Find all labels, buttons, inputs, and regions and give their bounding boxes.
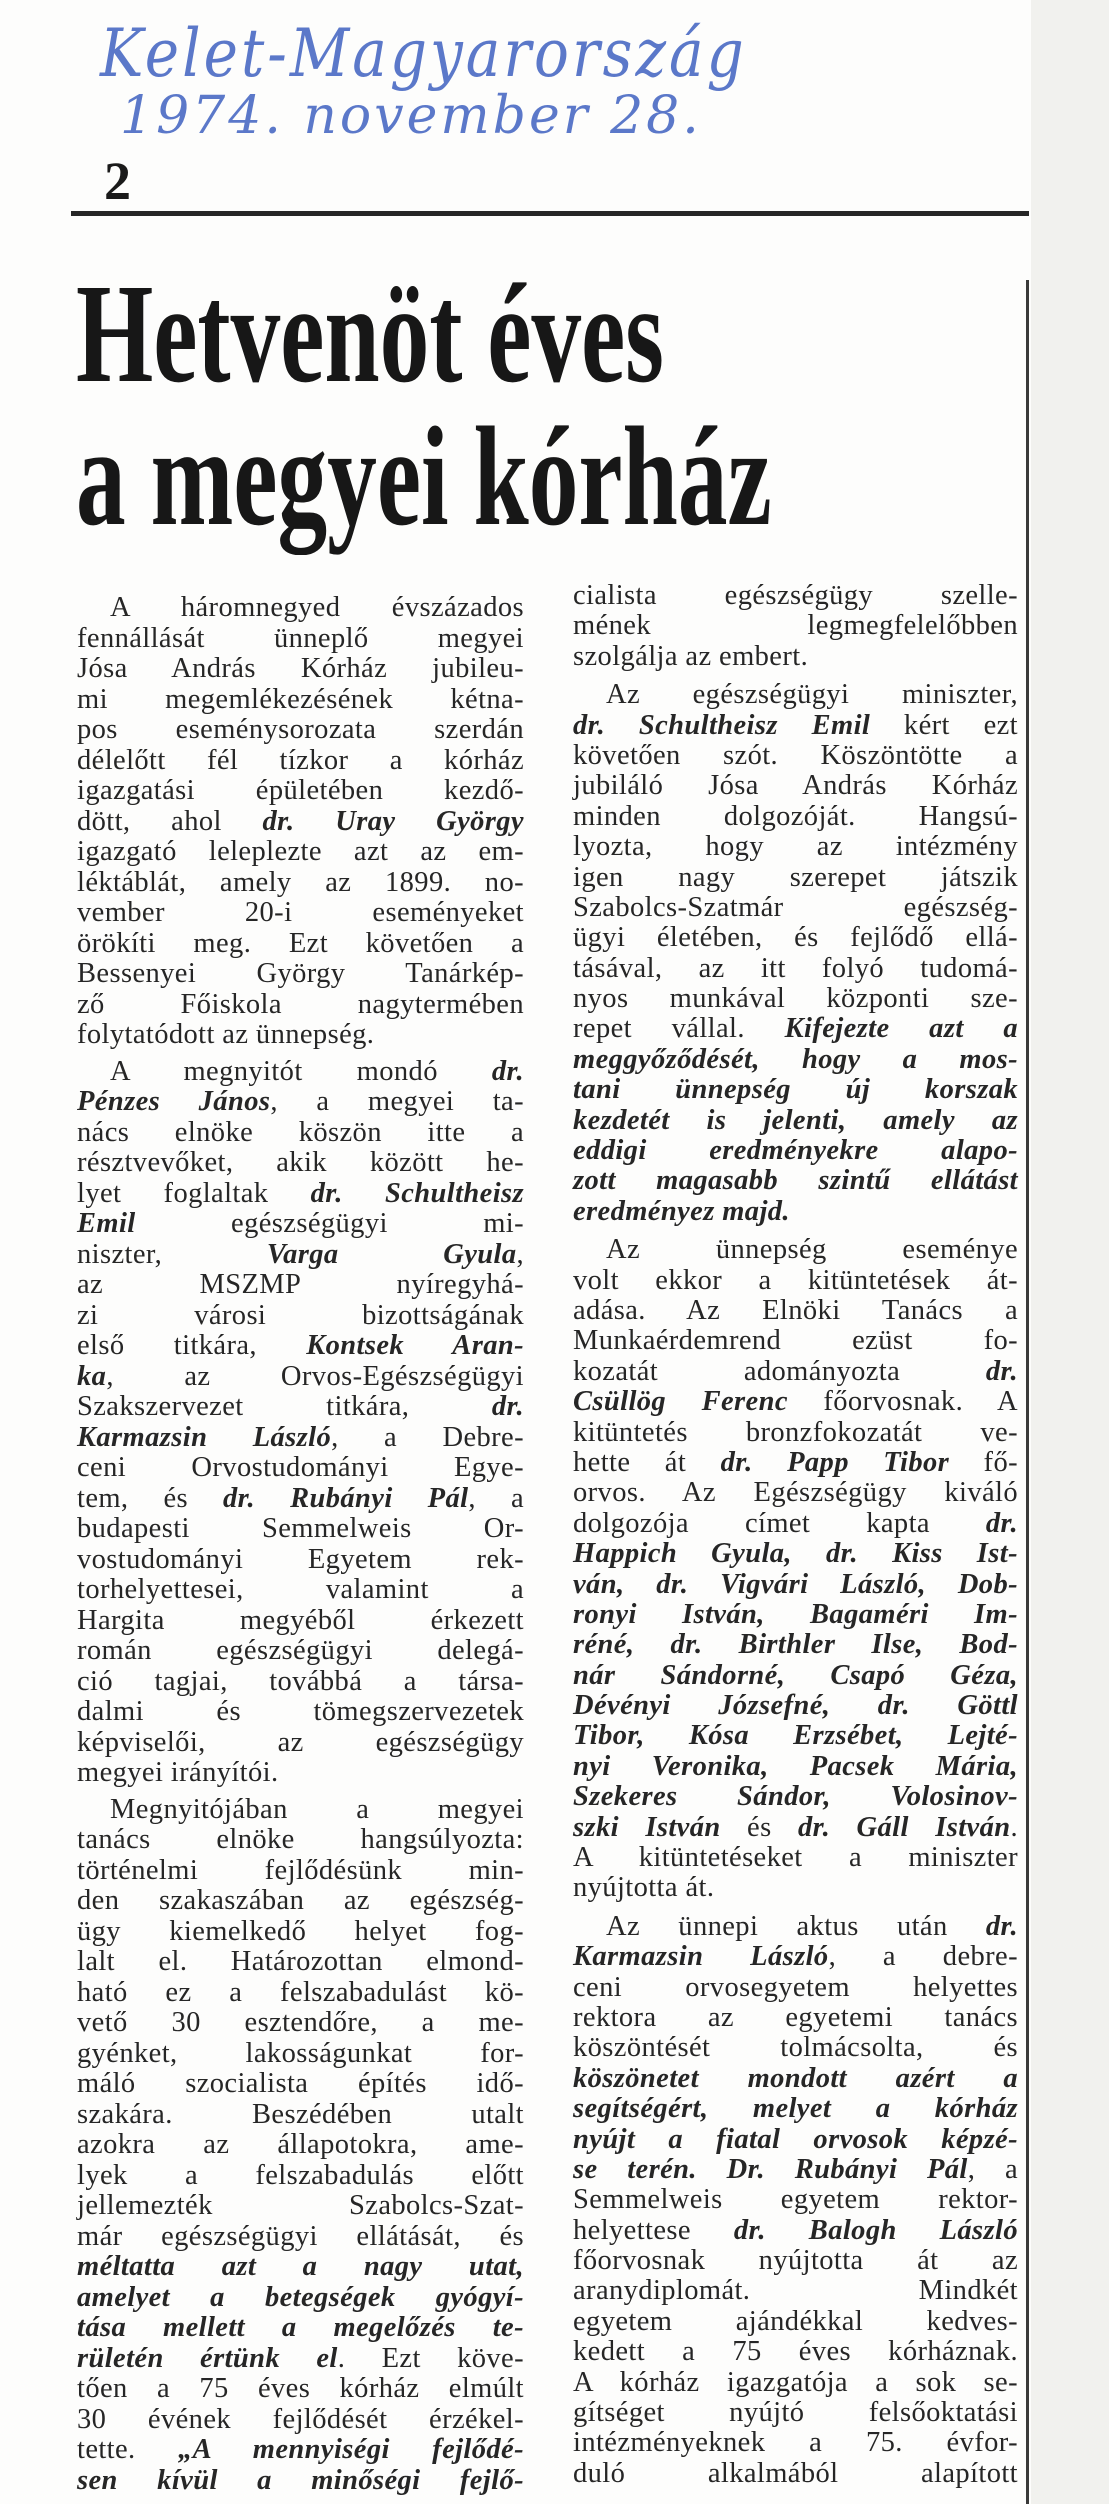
text-line (573, 802, 1018, 832)
text-line (77, 1484, 524, 1515)
text-line (77, 624, 524, 655)
text-run: ceni orvosegyetem helyettes (573, 1971, 1018, 2003)
text-run: lyet foglaltak (77, 1177, 311, 1209)
paragraph (77, 1795, 524, 2497)
text-line (77, 1057, 524, 1088)
text-line (77, 1453, 524, 1484)
text-line (573, 1539, 1018, 1569)
text-line (77, 2374, 524, 2405)
italic-text-run: ván, dr. Vigvári László, Dob- (573, 1568, 1018, 1600)
text-run: Munkaérdemrend ezüst fo- (573, 1325, 1018, 1357)
text-line (77, 1240, 524, 1271)
text-run: Megnyitójában a megyei (110, 1793, 524, 1825)
italic-text-run: dr. Schultheisz (310, 1177, 524, 1209)
text-line (77, 2100, 524, 2131)
text-run: tette. (77, 2434, 178, 2465)
text-run: nyújtotta át. (573, 1872, 715, 1904)
text-line (573, 1235, 1018, 1265)
text-line (573, 1973, 1018, 2003)
text-line (77, 2313, 524, 2344)
italic-text-run: dr. Gáll István (798, 1811, 1011, 1843)
text-line (77, 898, 524, 929)
italic-text-run: Pénzes János (77, 1086, 271, 1117)
italic-text-run: szki István (573, 1811, 721, 1843)
text-line (77, 1825, 524, 1856)
text-run: tem, és (77, 1482, 223, 1514)
text-run: mi megemlékezésének kétna- (77, 683, 524, 715)
text-run: gítséget nyújtó felsőoktatási (573, 2397, 1018, 2429)
text-line (573, 2368, 1018, 2398)
text-line (573, 954, 1018, 984)
text-line (573, 741, 1018, 771)
text-run: léktáblát, amely az 1899. no- (77, 866, 524, 898)
text-line (77, 2283, 524, 2314)
text-line (77, 2130, 524, 2161)
italic-text-run: dr. Balogh László (733, 2214, 1018, 2246)
italic-text-run: amelyet a betegségek gyógyí- (77, 2281, 524, 2313)
italic-text-run: nár Sándorné, Csapó Géza, (573, 1659, 1018, 1691)
text-run: ható ez a felszabadulást kö- (77, 1976, 524, 2008)
italic-text-run: dr. Papp Tibor (720, 1446, 950, 1478)
italic-text-run: eddigi eredményekre alapo- (573, 1135, 1018, 1167)
text-line (77, 2344, 524, 2375)
text-line (77, 654, 524, 685)
headline-line-1: Hetvenöt éves (76, 254, 664, 412)
italic-text-run: dr. (985, 1910, 1018, 1942)
text-run: lalt el. Határozottan elmond- (77, 1946, 524, 1977)
text-run: vető 30 esztendőre, a me- (77, 2007, 524, 2038)
scan-edge (1031, 0, 1109, 2504)
text-run: . (1010, 1811, 1018, 1843)
paragraph (77, 1057, 524, 1789)
text-line (573, 2064, 1018, 2094)
text-line (77, 1392, 524, 1423)
paragraph (77, 593, 524, 1051)
text-run: orvos. Az Egészségügy kiváló (573, 1477, 1018, 1509)
italic-text-run: dr. (985, 1355, 1018, 1387)
text-line (573, 1357, 1018, 1387)
text-run: , az Orvos-Egészségügyi (106, 1360, 524, 1392)
text-line (573, 1266, 1018, 1296)
text-line (77, 1697, 524, 1728)
italic-text-run: segítségért, melyet a kórház (573, 2093, 1018, 2125)
text-run: pos eseménysorozata szerdán (77, 714, 524, 745)
text-line (573, 1843, 1018, 1873)
text-line (573, 893, 1018, 923)
text-run: kért ezt (870, 709, 1018, 741)
paragraph (573, 1912, 1018, 2489)
text-line (77, 1209, 524, 1240)
text-line (77, 1886, 524, 1917)
text-run: képviselői, az egészségügy (77, 1726, 524, 1758)
text-run: helyettese (573, 2214, 734, 2246)
text-run: intézményeknek a 75. évfor- (573, 2427, 1018, 2459)
italic-text-run: Csüllög Ferenc (573, 1386, 788, 1418)
italic-text-run: rületén értünk el (77, 2342, 338, 2374)
text-run: tásával, az itt folyó tudomá- (573, 952, 1018, 984)
text-line (77, 1423, 524, 1454)
text-run: délelőtt fél tízkor a kórház (77, 744, 524, 776)
text-line (77, 685, 524, 716)
text-run: hette át (573, 1446, 721, 1478)
text-run: Semmelweis egyetem rektor- (573, 2184, 1018, 2216)
text-line (77, 1179, 524, 1210)
text-line (77, 2466, 524, 2497)
text-run: budapesti Semmelweis Or- (77, 1513, 524, 1544)
italic-text-run: dr. (985, 1507, 1018, 1539)
text-line (573, 1478, 1018, 1508)
italic-text-run: Karmazsin László (77, 1421, 332, 1453)
text-line (77, 1575, 524, 1606)
text-line (77, 1606, 524, 1637)
text-line (573, 1752, 1018, 1782)
text-run: 30 évének fejlődését érzékel- (77, 2403, 524, 2435)
text-run: A kórház igazgatója a sok se- (573, 2366, 1018, 2398)
italic-text-run: méltatta azt a nagy utat, (77, 2251, 524, 2282)
italic-text-run: Tibor, Kósa Erzsébet, Lejté- (573, 1720, 1018, 1752)
text-line (573, 1691, 1018, 1721)
text-line (573, 1296, 1018, 1326)
text-run: jubiláló Jósa András Kórház (573, 770, 1018, 802)
text-run: már egészségügyi ellátását, és (77, 2220, 524, 2252)
text-run: lyek a felszabadulás előtt (77, 2159, 524, 2191)
text-run: szakára. Beszédében utalt (77, 2098, 524, 2130)
text-run: egészségügyi mi- (135, 1208, 524, 1239)
handwritten-newspaper-name: Kelet-Magyarország (100, 14, 747, 93)
column-border (1026, 280, 1029, 2504)
text-line (77, 2405, 524, 2436)
text-line (573, 680, 1018, 710)
text-line (77, 1856, 524, 1887)
italic-text-run: eredményez majd. (573, 1195, 790, 1227)
text-run: ügyi életében, és fejlődő ellá- (573, 922, 1018, 954)
text-run: vostudományi Egyetem rek- (77, 1543, 524, 1575)
italic-text-run: tása mellett a megelőzés te- (77, 2312, 524, 2343)
italic-text-run: tani ünnepség új korszak (573, 1074, 1018, 1106)
text-run: Az ünnepi aktus után (606, 1910, 986, 1942)
text-line (573, 1721, 1018, 1751)
text-run: főorvosnak nyújtotta át az (573, 2245, 1018, 2277)
text-line (573, 1014, 1018, 1044)
italic-text-run: dr. Rubányi Pál (222, 1482, 469, 1514)
italic-text-run: meggyőződését, hogy a mos- (573, 1043, 1018, 1075)
text-run: , a (468, 1482, 524, 1514)
text-line (77, 990, 524, 1021)
text-run: szolgálja az embert. (573, 640, 809, 672)
text-run: egyetem ajándékkal kedves- (573, 2305, 1018, 2337)
text-line (77, 1270, 524, 1301)
text-run: folytatódott az ünnepség. (77, 1019, 375, 1050)
text-line (77, 2435, 524, 2466)
text-run: Szabolcs-Szatmár egészség- (573, 891, 1018, 923)
text-line (573, 1630, 1018, 1660)
text-line (77, 2039, 524, 2070)
italic-text-run: köszönetet mondott azért a (573, 2062, 1018, 2094)
text-line (77, 1087, 524, 1118)
text-run: tően a 75 éves kórház elmúlt (77, 2373, 524, 2404)
text-run: volt ekkor a kitüntetések át- (573, 1264, 1018, 1296)
text-run: fő- (949, 1446, 1018, 1478)
header-rule (71, 211, 1029, 216)
text-line (77, 1636, 524, 1667)
text-line (77, 1362, 524, 1393)
text-line (77, 2191, 524, 2222)
text-run: adása. Az Elnöki Tanács a (573, 1294, 1018, 1326)
text-run: den szakaszában az egészség- (77, 1885, 524, 1916)
text-line (77, 1118, 524, 1149)
text-run: ügy kiemelkedő helyet fog- (77, 1915, 524, 1947)
text-line (573, 1045, 1018, 1075)
text-run: A háromnegyed évszázados (110, 592, 524, 623)
text-line (77, 1728, 524, 1759)
text-line (77, 1331, 524, 1362)
text-run: kozatát adományozta (573, 1355, 986, 1387)
italic-text-run: Kontsek Aran- (306, 1330, 524, 1361)
italic-text-run: dr. Schultheisz Emil (573, 709, 871, 741)
text-run: lyozta, hogy az intézmény (573, 831, 1018, 863)
text-line (77, 715, 524, 746)
italic-text-run: Happich Gyula, dr. Kiss Ist- (573, 1538, 1018, 1570)
text-run: , a Debre- (331, 1421, 524, 1453)
text-line (573, 1873, 1018, 1903)
text-line (77, 1978, 524, 2009)
italic-text-run: Szekeres Sándor, Volosinov- (573, 1781, 1018, 1813)
text-line (77, 1795, 524, 1826)
paragraph (573, 680, 1018, 1227)
italic-text-run: se terén. Dr. Rubányi Pál (573, 2153, 968, 2185)
text-run: cialista egészségügy szelle- (573, 580, 1018, 611)
text-run: , a (967, 2153, 1018, 2185)
text-line (77, 807, 524, 838)
text-run: zi városi bizottságának (77, 1299, 524, 1331)
text-line (573, 1570, 1018, 1600)
italic-text-run: „A mennyiségi fejlődé- (177, 2434, 524, 2465)
text-run: ceni Orvostudományi Egye- (77, 1452, 524, 1483)
text-run: történelmi fejlődésünk min- (77, 1854, 524, 1886)
text-run: ző Főiskola nagytermében (77, 988, 524, 1020)
text-run: román egészségügyi delegá- (77, 1635, 524, 1666)
text-run: köszöntését tolmácsolta, és (573, 2032, 1018, 2064)
text-line (573, 2428, 1018, 2458)
text-line (573, 832, 1018, 862)
italic-text-run: ka (77, 1360, 107, 1392)
italic-text-run: Karmazsin László (573, 1941, 829, 1973)
text-line (573, 1326, 1018, 1356)
italic-text-run: réné, dr. Birthler Ilse, Bod- (573, 1629, 1018, 1661)
text-line (573, 2125, 1018, 2155)
text-run: gyénket, lakosságunkat for- (77, 2037, 524, 2069)
article-column-right (573, 581, 1018, 2497)
text-line (77, 1301, 524, 1332)
italic-text-run: ronyi István, Bagaméri Im- (573, 1598, 1018, 1630)
text-run: . Ezt köve- (337, 2342, 524, 2374)
text-run: Szakszervezet titkára, (77, 1391, 492, 1422)
text-line (573, 1600, 1018, 1630)
text-run: és (720, 1811, 799, 1843)
text-line (573, 2185, 1018, 2215)
text-run: első titkára, (77, 1330, 307, 1361)
text-line (77, 837, 524, 868)
text-line (77, 1545, 524, 1576)
text-run: máló szocialista építés idő- (77, 2068, 524, 2099)
text-line (573, 1075, 1018, 1105)
text-run: rektora az egyetemi tanács (573, 2001, 1018, 2033)
text-line (573, 1813, 1018, 1843)
text-run: mének legmegfelelőbben (573, 610, 1018, 642)
text-line (77, 776, 524, 807)
text-run: dolgozója címet kapta (573, 1507, 986, 1539)
text-line (77, 1148, 524, 1179)
text-line (573, 2033, 1018, 2063)
text-line (573, 863, 1018, 893)
italic-text-run: nyi Veronika, Pacsek Mária, (573, 1750, 1018, 1782)
text-run: igazgató leleplezte azt az em- (77, 836, 524, 867)
italic-text-run: Emil (77, 1208, 136, 1239)
article-column-left (77, 593, 524, 2502)
italic-text-run: Kifejezte azt a (784, 1013, 1018, 1045)
text-line (77, 2008, 524, 2039)
italic-text-run: dr. (491, 1055, 524, 1087)
text-line (77, 1514, 524, 1545)
text-run: az MSZMP nyíregyhá- (77, 1269, 524, 1300)
text-run: kedett a 75 éves kórháznak. (573, 2336, 1018, 2368)
text-run: Jósa András Kórház jubileu- (77, 653, 524, 684)
text-line (573, 2246, 1018, 2276)
text-line (573, 1387, 1018, 1417)
headline-line-2: a megyei kórház (76, 397, 772, 555)
text-run: megyei irányítói. (77, 1757, 279, 1788)
text-run: , a debre- (828, 1941, 1018, 1973)
text-line (77, 1917, 524, 1948)
text-run: örökíti meg. Ezt követően a (77, 927, 524, 959)
text-line (573, 642, 1018, 672)
text-line (573, 2307, 1018, 2337)
text-run: dött, ahol (77, 805, 263, 837)
text-run: A megnyitót mondó (110, 1055, 492, 1087)
text-line (573, 2003, 1018, 2033)
italic-text-run: dr. (491, 1391, 524, 1422)
text-run: jellemezték Szabolcs-Szat- (77, 2190, 524, 2221)
text-run: minden dolgozóját. Hangsú- (573, 800, 1018, 832)
text-line (573, 1106, 1018, 1136)
text-line (77, 868, 524, 899)
text-run: A kitüntetéseket a miniszter (573, 1842, 1018, 1874)
italic-text-run: nyújt a fiatal orvosok képzé- (573, 2123, 1018, 2155)
text-line (77, 2222, 524, 2253)
italic-text-run: zott magasabb szintű ellátást (573, 1165, 1018, 1197)
text-run: kitüntetés bronzfokozatát ve- (573, 1416, 1018, 1448)
handwritten-date: 1974. november 28. (120, 86, 702, 146)
text-line (77, 959, 524, 990)
paragraph (573, 581, 1018, 672)
text-run: torhelyettesei, valamint a (77, 1574, 524, 1605)
text-line (573, 1166, 1018, 1196)
text-run: tanács elnöke hangsúlyozta: (77, 1824, 524, 1855)
text-line (77, 593, 524, 624)
text-line (77, 2161, 524, 2192)
text-line (573, 1942, 1018, 1972)
text-line (573, 611, 1018, 641)
text-line (77, 746, 524, 777)
text-run: igazgatási épületében kezdő- (77, 775, 524, 806)
text-line (573, 1418, 1018, 1448)
text-line (573, 2276, 1018, 2306)
text-run: vember 20-i eseményeket (77, 897, 524, 928)
text-line (573, 1661, 1018, 1691)
text-line (573, 2155, 1018, 2185)
text-line (77, 929, 524, 960)
text-run: Hargita megyéből érkezett (77, 1604, 524, 1636)
text-run: dalmi és tömegszervezetek (77, 1696, 524, 1727)
text-run: repet vállal. (573, 1013, 785, 1045)
italic-text-run: kezdetét is jelenti, amely az (573, 1104, 1018, 1136)
text-run: fennállását ünneplő megyei (77, 622, 524, 654)
text-run: igen nagy szerepet játszik (573, 861, 1018, 893)
text-run: nyos munkával központi sze- (573, 983, 1018, 1015)
italic-text-run: dr. Uray György (262, 805, 524, 837)
text-run: Az ünnepség eseménye (606, 1234, 1018, 1266)
text-line (77, 1758, 524, 1789)
text-line (77, 1020, 524, 1051)
text-line (573, 2094, 1018, 2124)
text-line (77, 1947, 524, 1978)
text-line (573, 1197, 1018, 1227)
text-run: követően szót. Köszöntötte a (573, 739, 1018, 771)
text-run: ció tagjai, továbbá a társa- (77, 1665, 524, 1697)
text-line (573, 771, 1018, 801)
paragraph (573, 1235, 1018, 1904)
text-run: főorvosnak. A (787, 1386, 1018, 1418)
text-run: , a megyei ta- (270, 1086, 524, 1117)
page-number: 2 (104, 151, 131, 211)
text-run: duló alkalmából alapított (573, 2457, 1018, 2489)
text-run: résztvevőket, akik között he- (77, 1147, 524, 1178)
text-run: , (516, 1238, 524, 1270)
text-run: aranydiplomát. Mindkét (573, 2275, 1018, 2307)
text-line (573, 2398, 1018, 2428)
text-line (573, 984, 1018, 1014)
text-line (573, 2459, 1018, 2489)
text-line (573, 2216, 1018, 2246)
text-run: niszter, (77, 1238, 267, 1270)
text-run: nács elnöke köszön itte a (77, 1116, 524, 1148)
text-line (573, 711, 1018, 741)
text-line (573, 923, 1018, 953)
text-run: azokra az állapotokra, ame- (77, 2129, 524, 2160)
text-line (573, 1136, 1018, 1166)
italic-text-run: sen kívül a minőségi fejlő- (77, 2464, 524, 2496)
text-line (573, 2337, 1018, 2367)
text-line (77, 1667, 524, 1698)
text-run: Az egészségügyi miniszter, (606, 679, 1018, 711)
text-line (77, 2069, 524, 2100)
text-line (573, 1509, 1018, 1539)
italic-text-run: Varga Gyula (266, 1238, 517, 1270)
text-line (573, 1912, 1018, 1942)
text-line (573, 1448, 1018, 1478)
text-run: Bessenyei György Tanárkép- (77, 958, 524, 989)
text-line (573, 1782, 1018, 1812)
italic-text-run: Dévényi Józsefné, dr. Göttl (573, 1690, 1018, 1722)
text-line (77, 2252, 524, 2283)
text-line (573, 581, 1018, 611)
